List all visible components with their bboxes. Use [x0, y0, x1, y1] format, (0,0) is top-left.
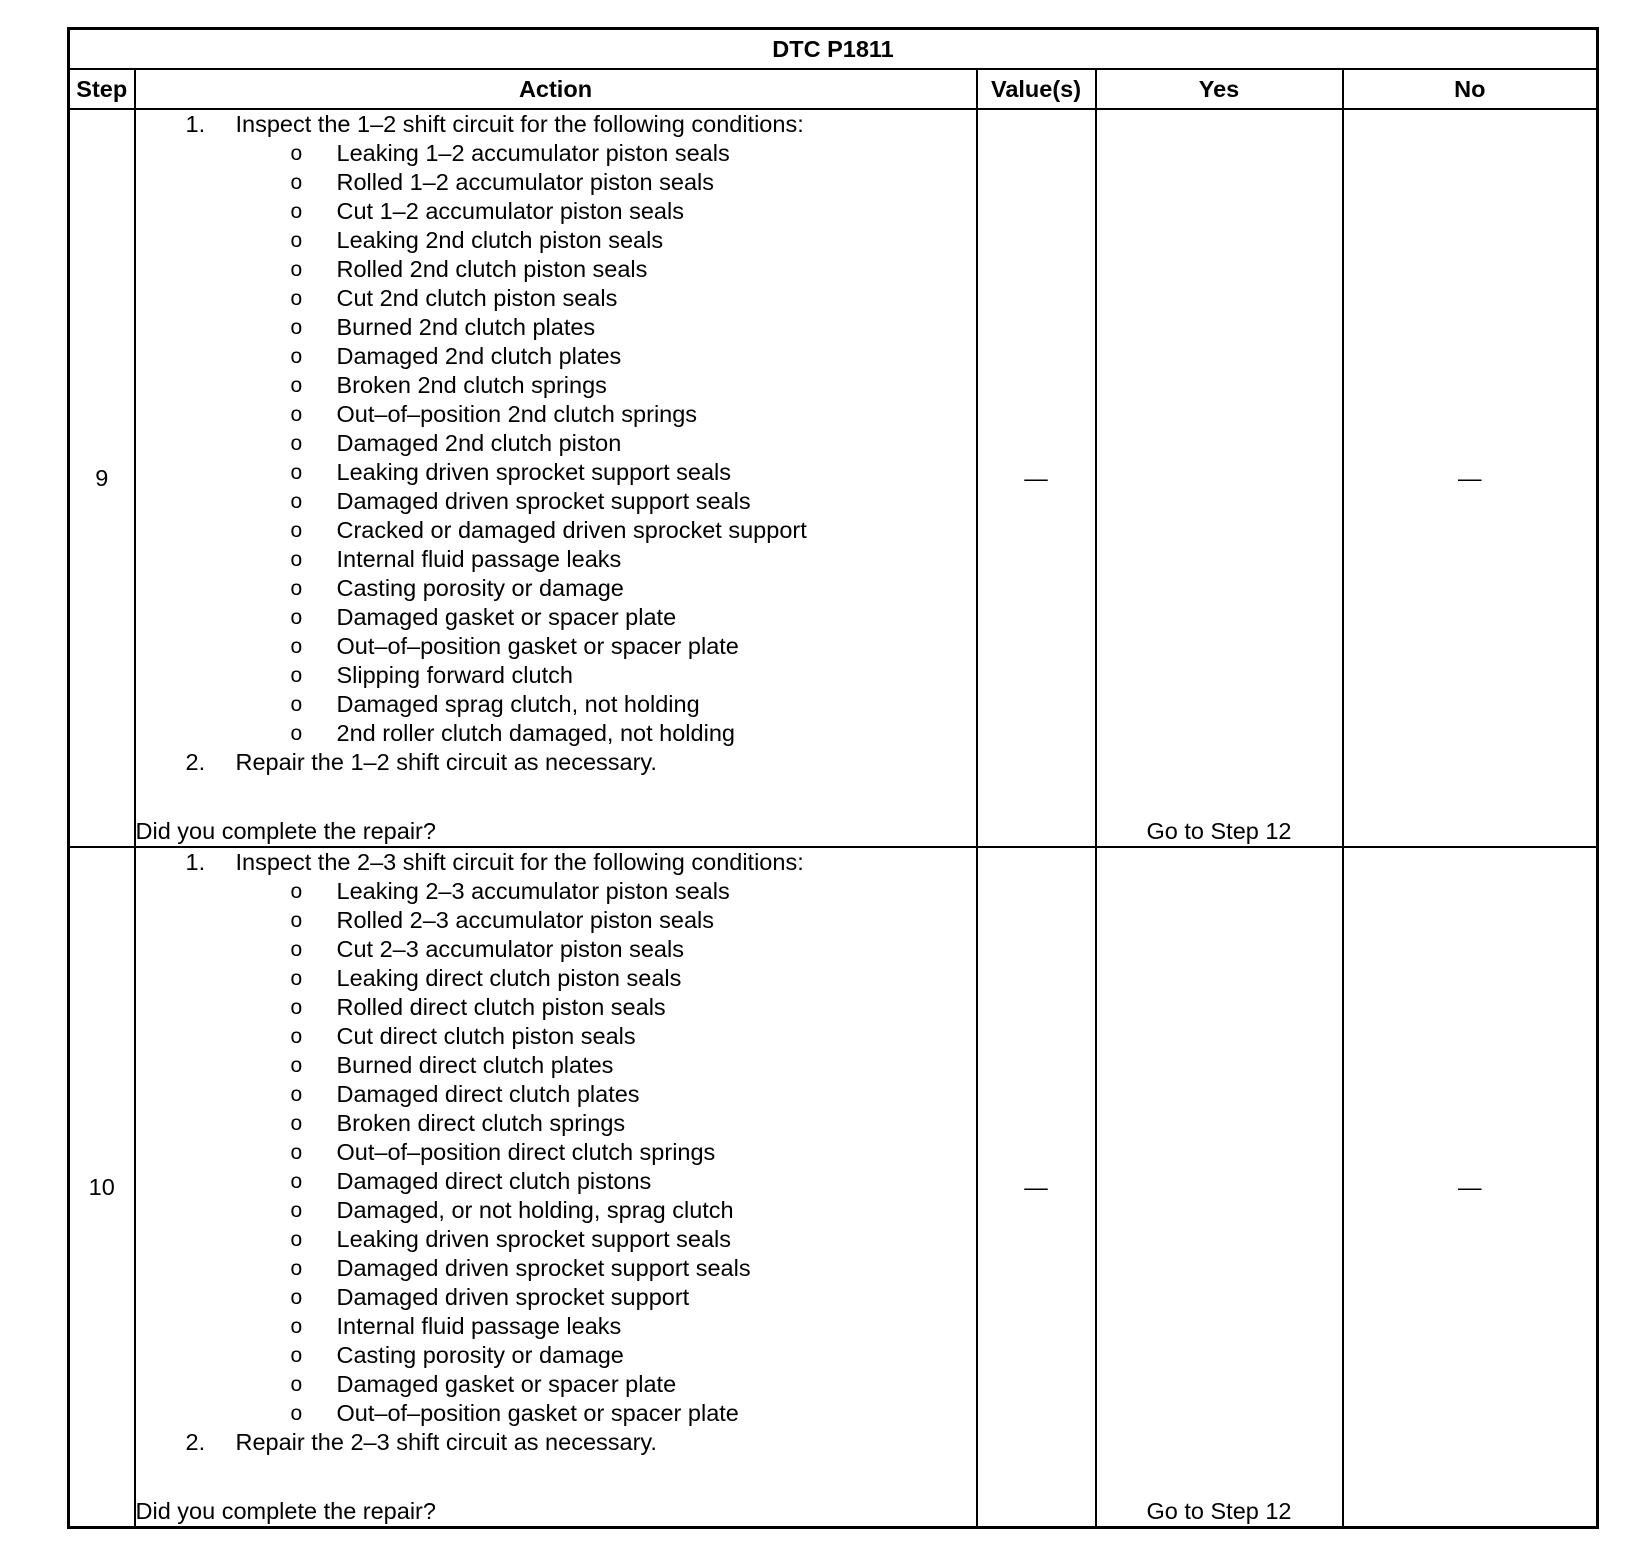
bullet-icon: o	[290, 1315, 303, 1338]
condition-text: Broken 2nd clutch springs	[336, 372, 607, 398]
condition-item	[136, 1283, 976, 1312]
condition-item	[136, 935, 976, 964]
condition-item	[136, 1370, 976, 1399]
header-action: Action	[135, 69, 977, 109]
title-row	[69, 29, 1598, 70]
condition-item	[136, 1051, 976, 1080]
bullet-icon: o	[290, 1402, 303, 1425]
bullet-icon: o	[290, 1054, 303, 1077]
bullet-icon: o	[290, 1228, 303, 1251]
condition-text: Leaking direct clutch piston seals	[336, 965, 682, 991]
bullet-icon: o	[290, 1170, 303, 1193]
condition-item	[136, 197, 976, 226]
bullet-icon: o	[290, 967, 303, 990]
condition-text: Casting porosity or damage	[336, 1342, 624, 1368]
condition-text: Leaking 2nd clutch piston seals	[336, 227, 664, 253]
condition-text: Damaged driven sprocket support	[336, 1284, 690, 1310]
bullet-icon: o	[290, 432, 303, 455]
condition-text: Leaking driven sprocket support seals	[336, 459, 731, 485]
bullet-icon: o	[290, 722, 303, 745]
condition-item	[136, 545, 976, 574]
action-cell	[135, 109, 977, 847]
condition-text: Slipping forward clutch	[336, 662, 573, 688]
bullet-icon: o	[290, 316, 303, 339]
value-cell: —	[977, 847, 1096, 1528]
no-cell: —	[1343, 109, 1598, 847]
action-step-1-text: Inspect the 2–3 shift circuit for the following conditions:	[235, 849, 804, 875]
bullet-icon: o	[290, 606, 303, 629]
bullet-icon: o	[290, 374, 303, 397]
condition-item	[136, 690, 976, 719]
action-step-1	[136, 848, 976, 877]
action-step-2-number: 2.	[185, 749, 206, 775]
bullet-icon: o	[290, 1141, 303, 1164]
condition-text: Damaged sprag clutch, not holding	[336, 691, 700, 717]
condition-item	[136, 1022, 976, 1051]
condition-item	[136, 632, 976, 661]
condition-item	[136, 877, 976, 906]
condition-text: Rolled 1–2 accumulator piston seals	[336, 169, 715, 195]
condition-text: Damaged driven sprocket support seals	[336, 1255, 751, 1281]
bullet-icon: o	[290, 287, 303, 310]
condition-item	[136, 313, 976, 342]
bullet-icon: o	[290, 461, 303, 484]
action-step-2-text: Repair the 2–3 shift circuit as necessary.	[235, 1429, 657, 1455]
condition-text: Internal fluid passage leaks	[336, 1313, 622, 1339]
condition-item	[136, 226, 976, 255]
condition-text: Out–of–position direct clutch springs	[336, 1139, 716, 1165]
condition-text: Leaking driven sprocket support seals	[336, 1226, 731, 1252]
condition-item	[136, 661, 976, 690]
bullet-icon: o	[290, 142, 303, 165]
bullet-icon: o	[290, 1199, 303, 1222]
condition-text: Rolled direct clutch piston seals	[336, 994, 666, 1020]
condition-text: Internal fluid passage leaks	[336, 546, 622, 572]
condition-item	[136, 168, 976, 197]
bullet-icon: o	[290, 258, 303, 281]
condition-item	[136, 993, 976, 1022]
condition-item	[136, 284, 976, 313]
bullet-icon: o	[290, 548, 303, 571]
condition-item	[136, 400, 976, 429]
header-step: Step	[69, 69, 135, 109]
condition-item	[136, 1109, 976, 1138]
condition-text: Out–of–position gasket or spacer plate	[336, 633, 739, 659]
condition-item	[136, 1254, 976, 1283]
condition-text: Leaking 1–2 accumulator piston seals	[336, 140, 730, 166]
yes-cell: Go to Step 12	[1096, 109, 1343, 847]
step-number: 9	[69, 109, 135, 847]
bullet-icon: o	[290, 1373, 303, 1396]
condition-text: Leaking 2–3 accumulator piston seals	[336, 878, 730, 904]
condition-item	[136, 1225, 976, 1254]
bullet-icon: o	[290, 880, 303, 903]
condition-text: Damaged 2nd clutch plates	[336, 343, 622, 369]
condition-item	[136, 1196, 976, 1225]
header-values: Value(s)	[977, 69, 1096, 109]
bullet-icon: o	[290, 693, 303, 716]
bullet-icon: o	[290, 635, 303, 658]
condition-text: Cracked or damaged driven sprocket support	[336, 517, 807, 543]
condition-text: Rolled 2nd clutch piston seals	[336, 256, 648, 282]
condition-item	[136, 719, 976, 748]
action-step-2	[136, 1428, 976, 1457]
condition-text: 2nd roller clutch damaged, not holding	[336, 720, 735, 746]
condition-text: Damaged direct clutch plates	[336, 1081, 640, 1107]
condition-item	[136, 1080, 976, 1109]
table-body	[69, 109, 1598, 1528]
no-cell: —	[1343, 847, 1598, 1528]
bullet-icon: o	[290, 1083, 303, 1106]
table-row	[69, 109, 1598, 847]
bullet-icon: o	[290, 403, 303, 426]
condition-item	[136, 458, 976, 487]
repair-question: Did you complete the repair?	[135, 1498, 436, 1524]
condition-item	[136, 516, 976, 545]
bullet-icon: o	[290, 229, 303, 252]
bullet-icon: o	[290, 996, 303, 1019]
value-cell: —	[977, 109, 1096, 847]
condition-item	[136, 1138, 976, 1167]
condition-item	[136, 1341, 976, 1370]
condition-text: Casting porosity or damage	[336, 575, 624, 601]
condition-item	[136, 574, 976, 603]
bullet-icon: o	[290, 909, 303, 932]
bullet-icon: o	[290, 1344, 303, 1367]
action-step-1-number: 1.	[185, 849, 206, 875]
bullet-icon: o	[290, 577, 303, 600]
condition-item	[136, 371, 976, 400]
condition-item	[136, 603, 976, 632]
condition-item	[136, 1167, 976, 1196]
action-step-2-number: 2.	[185, 1429, 206, 1455]
condition-item	[136, 429, 976, 458]
condition-item	[136, 906, 976, 935]
condition-item	[136, 1399, 976, 1428]
condition-text: Damaged direct clutch pistons	[336, 1168, 652, 1194]
condition-text: Out–of–position gasket or spacer plate	[336, 1400, 739, 1426]
condition-text: Out–of–position 2nd clutch springs	[336, 401, 698, 427]
condition-text: Damaged driven sprocket support seals	[336, 488, 751, 514]
condition-item	[136, 139, 976, 168]
bullet-icon: o	[290, 171, 303, 194]
bullet-icon: o	[290, 519, 303, 542]
action-step-1-number: 1.	[185, 111, 206, 137]
header-row	[69, 69, 1598, 109]
dtc-table	[67, 27, 1599, 1529]
bullet-icon: o	[290, 938, 303, 961]
condition-text: Burned direct clutch plates	[336, 1052, 614, 1078]
step-number: 10	[69, 847, 135, 1528]
bullet-icon: o	[290, 664, 303, 687]
action-cell	[135, 847, 977, 1528]
action-step-1	[136, 110, 976, 139]
header-yes: Yes	[1096, 69, 1343, 109]
action-step-2-text: Repair the 1–2 shift circuit as necessary.	[235, 749, 657, 775]
yes-cell: Go to Step 12	[1096, 847, 1343, 1528]
condition-text: Cut direct clutch piston seals	[336, 1023, 636, 1049]
bullet-icon: o	[290, 1257, 303, 1280]
condition-text: Damaged gasket or spacer plate	[336, 1371, 677, 1397]
condition-text: Cut 1–2 accumulator piston seals	[336, 198, 684, 224]
condition-text: Rolled 2–3 accumulator piston seals	[336, 907, 715, 933]
bullet-icon: o	[290, 1112, 303, 1135]
action-step-1-text: Inspect the 1–2 shift circuit for the following conditions:	[235, 111, 804, 137]
condition-text: Broken direct clutch springs	[336, 1110, 626, 1136]
condition-item	[136, 255, 976, 284]
table-title: DTC P1811	[69, 29, 1598, 70]
condition-item	[136, 1312, 976, 1341]
action-step-2	[136, 748, 976, 777]
condition-text: Damaged, or not holding, sprag clutch	[336, 1197, 734, 1223]
bullet-icon: o	[290, 200, 303, 223]
condition-text: Cut 2–3 accumulator piston seals	[336, 936, 684, 962]
condition-item	[136, 487, 976, 516]
bullet-icon: o	[290, 490, 303, 513]
repair-question: Did you complete the repair?	[135, 818, 436, 844]
bullet-icon: o	[290, 1286, 303, 1309]
table-row	[69, 847, 1598, 1528]
bullet-icon: o	[290, 345, 303, 368]
condition-item	[136, 342, 976, 371]
condition-text: Damaged gasket or spacer plate	[336, 604, 677, 630]
condition-text: Cut 2nd clutch piston seals	[336, 285, 618, 311]
header-no: No	[1343, 69, 1598, 109]
condition-text: Burned 2nd clutch plates	[336, 314, 596, 340]
condition-item	[136, 964, 976, 993]
bullet-icon: o	[290, 1025, 303, 1048]
condition-text: Damaged 2nd clutch piston	[336, 430, 622, 456]
